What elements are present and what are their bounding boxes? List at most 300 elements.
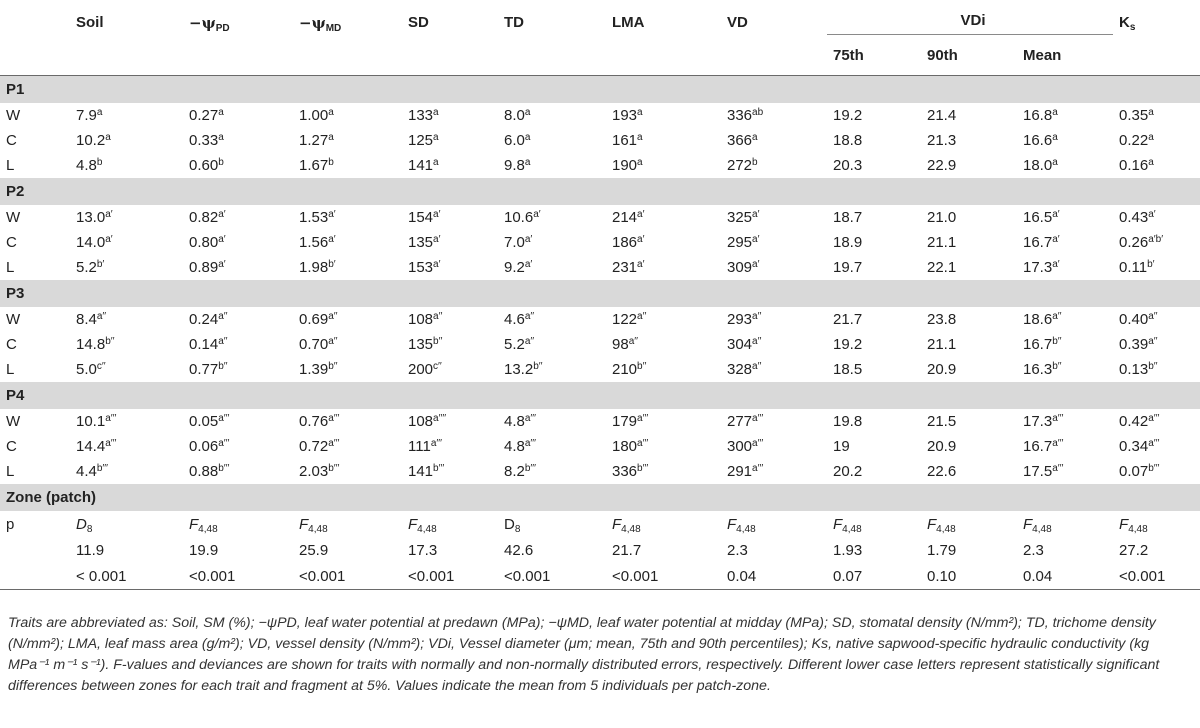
- cell-sd: [402, 230, 498, 255]
- cell-psimd-letter: a′′′: [328, 438, 340, 449]
- cell-td-letter: a′: [524, 259, 533, 270]
- cell-td-letter: b′′: [533, 361, 543, 372]
- cell-vd: [721, 409, 827, 434]
- cell-lma: [606, 230, 721, 255]
- cell-psimd-value: 1.98: [299, 259, 329, 276]
- cell-v75: [827, 153, 921, 178]
- cell-psimd-letter: a′′: [328, 311, 338, 322]
- section-row: [0, 484, 1200, 511]
- cell-td-letter: a′′′: [524, 438, 537, 449]
- cell-ks-value: 0.22: [1119, 132, 1149, 149]
- header-td: TD: [498, 6, 606, 76]
- cell-vmean-letter: b′′: [1052, 361, 1062, 372]
- cell-vd: [721, 459, 827, 484]
- cell-psimd-value: 0.69: [299, 311, 329, 328]
- cell-soil-value: 10.2: [76, 132, 106, 149]
- header-vdi: VDi: [827, 6, 1113, 35]
- stat-value: 25.9: [299, 541, 329, 559]
- cell-psimd-letter: b′′: [328, 361, 338, 372]
- section-label: Zone (patch): [0, 484, 1200, 511]
- cell-vmean-value: 16.7: [1023, 336, 1053, 353]
- section-label: P3: [0, 280, 1200, 307]
- section-row: [0, 178, 1200, 205]
- cell-lma-value: 336: [612, 463, 638, 480]
- cell-lma-letter: a′′′: [637, 413, 649, 424]
- cell-ks-value: 0.40: [1119, 311, 1149, 328]
- cell-lma-value: 231: [612, 259, 638, 276]
- cell-lma: [606, 103, 721, 128]
- cell-lma: [606, 459, 721, 484]
- cell-sd: [402, 332, 498, 357]
- cell-ks: [1113, 103, 1200, 128]
- stat-symbol: F: [1119, 515, 1129, 533]
- cell-ks-letter: b′′: [1148, 361, 1158, 372]
- cell-vd: [721, 307, 827, 332]
- cell-vmean-letter: a′′′: [1052, 463, 1064, 474]
- cell-v90: [921, 357, 1017, 382]
- cell-lma-value: 190: [612, 157, 638, 174]
- cell-sd-value: 125: [408, 132, 434, 149]
- cell-vd-letter: a′′′: [752, 438, 764, 449]
- cell-v90: [921, 230, 1017, 255]
- cell-psipd: [183, 409, 293, 434]
- zone-label: C: [6, 234, 17, 251]
- cell-ks-value: 0.42: [1119, 413, 1149, 430]
- cell-ks-value: 0.43: [1119, 209, 1149, 226]
- table-row: [0, 332, 1200, 357]
- cell-lma-letter: a′: [637, 209, 645, 220]
- cell-psipd-value: 0.77: [189, 361, 219, 378]
- blank-cell: [0, 563, 70, 590]
- cell-psimd-letter: a′: [328, 234, 336, 245]
- cell-vd: [721, 128, 827, 153]
- cell-vmean-letter: a: [1052, 107, 1058, 118]
- cell-soil-value: 5.2: [76, 259, 97, 276]
- section-label: P2: [0, 178, 1200, 205]
- cell-psipd: [183, 255, 293, 280]
- cell-sd-letter: a: [433, 107, 439, 118]
- cell-vmean-letter: a′′: [1052, 311, 1062, 322]
- stat-value: 42.6: [504, 541, 534, 559]
- cell-td: [498, 205, 606, 230]
- p-value: <0.001: [498, 563, 606, 590]
- table-row: [0, 230, 1200, 255]
- cell-lma-letter: a′′: [637, 311, 647, 322]
- cell-vd-letter: a: [752, 132, 758, 143]
- stat-df: 4,48: [736, 523, 756, 535]
- cell-sd-letter: a: [433, 157, 439, 168]
- cell-psimd: [293, 434, 402, 459]
- cell-sd-value: 154: [408, 209, 434, 226]
- cell-td: [498, 307, 606, 332]
- cell-soil-letter: a: [105, 132, 111, 143]
- cell-psimd-letter: a′′′: [328, 413, 340, 424]
- cell-vmean: [1017, 255, 1113, 280]
- zone-label: C: [6, 132, 17, 149]
- cell-vd: [721, 255, 827, 280]
- blank-cell: [0, 537, 70, 563]
- cell-td: [498, 103, 606, 128]
- zone-label: L: [6, 361, 15, 378]
- stat-df: 4,48: [1032, 523, 1052, 535]
- cell-psipd-value: 0.05: [189, 413, 219, 430]
- cell-td-value: 7.0: [504, 234, 525, 251]
- cell-psimd-value: 0.72: [299, 438, 329, 455]
- cell-td-letter: a′′′: [524, 413, 537, 424]
- cell-psipd: [183, 205, 293, 230]
- cell-soil-value: 8.4: [76, 311, 97, 328]
- stat-symbol: F: [612, 515, 622, 533]
- table-row: [0, 409, 1200, 434]
- cell-sd-value: 153: [408, 259, 434, 276]
- cell-soil: [70, 459, 183, 484]
- cell-lma-value: 179: [612, 413, 638, 430]
- cell-lma-value: 193: [612, 107, 638, 124]
- cell-psipd-letter: a′: [218, 234, 226, 245]
- cell-td-letter: a: [524, 157, 531, 168]
- p-value: 0.04: [721, 563, 827, 590]
- cell-ks-letter: a′′: [1148, 311, 1158, 322]
- table-row: [0, 103, 1200, 128]
- stat-symbol: F: [299, 515, 309, 533]
- cell-td-letter: a: [524, 132, 531, 143]
- cell-psimd: [293, 409, 402, 434]
- cell-psipd-letter: a′′: [218, 311, 228, 322]
- cell-vd-value: 328: [727, 361, 753, 378]
- cell-vd-letter: a′: [752, 209, 760, 220]
- cell-v75: [827, 230, 921, 255]
- cell-vmean: [1017, 128, 1113, 153]
- cell-psimd: [293, 307, 402, 332]
- cell-soil: [70, 153, 183, 178]
- cell-v75-value: 19.2: [833, 107, 863, 124]
- cell-v90-value: 20.9: [927, 438, 957, 455]
- cell-psimd-letter: a: [328, 107, 334, 118]
- cell-v75: [827, 357, 921, 382]
- cell-soil-letter: a′′′: [105, 413, 117, 424]
- section-row: [0, 382, 1200, 409]
- p-value: <0.001: [1113, 563, 1200, 590]
- stat-df: 4,48: [198, 523, 218, 535]
- cell-soil: [70, 128, 183, 153]
- stat-symbol: F: [727, 515, 737, 533]
- cell-td: [498, 409, 606, 434]
- cell-v90: [921, 459, 1017, 484]
- cell-soil-letter: a: [96, 107, 103, 118]
- cell-psipd: [183, 103, 293, 128]
- stat-value: 17.3: [408, 541, 438, 559]
- zone-label: C: [6, 336, 17, 353]
- cell-v75: [827, 409, 921, 434]
- cell-psipd-letter: a′: [218, 209, 226, 220]
- header-soil: Soil: [70, 6, 183, 76]
- cell-psimd-letter: b′′′: [328, 463, 340, 474]
- zone-label: W: [6, 107, 21, 124]
- cell-psipd-letter: b′′: [218, 361, 228, 372]
- cell-vd-value: 336: [727, 107, 753, 124]
- cell-sd-value: 111: [408, 438, 431, 455]
- cell-v75-value: 18.5: [833, 361, 863, 378]
- table-row: [0, 459, 1200, 484]
- cell-sd-letter: a′′′: [430, 438, 442, 449]
- cell-soil-value: 14.0: [76, 234, 106, 251]
- cell-psimd-letter: a: [328, 132, 334, 143]
- cell-v75: [827, 205, 921, 230]
- table-row: [0, 128, 1200, 153]
- header-blank: [0, 6, 70, 76]
- cell-ks: [1113, 357, 1200, 382]
- cell-vd-value: 293: [727, 311, 753, 328]
- cell-sd-letter: b′′: [433, 336, 443, 347]
- cell-sd-letter: a′: [433, 234, 441, 245]
- table-body: [0, 76, 1200, 590]
- cell-lma-letter: a′: [637, 259, 645, 270]
- section-label: P4: [0, 382, 1200, 409]
- cell-soil-letter: c′′: [96, 361, 106, 372]
- cell-v90: [921, 205, 1017, 230]
- stat-df: 8: [514, 523, 521, 535]
- cell-ks: [1113, 307, 1200, 332]
- stat-test: [498, 511, 606, 537]
- cell-psimd: [293, 153, 402, 178]
- section-row: [0, 280, 1200, 307]
- cell-psipd-value: 0.89: [189, 259, 219, 276]
- cell-psipd-letter: a: [218, 107, 224, 118]
- cell-v75: [827, 307, 921, 332]
- cell-vmean-value: 16.6: [1023, 132, 1053, 149]
- cell-vmean-letter: b′′: [1052, 336, 1062, 347]
- cell-td-value: 8.2: [504, 463, 525, 480]
- cell-ks-letter: a: [1148, 157, 1154, 168]
- cell-psipd: [183, 230, 293, 255]
- cell-soil: [70, 357, 183, 382]
- cell-vd: [721, 103, 827, 128]
- cell-vd: [721, 205, 827, 230]
- cell-soil-value: 4.8: [76, 157, 97, 174]
- stat-df: 4,48: [417, 523, 437, 535]
- cell-psipd-value: 0.82: [189, 209, 219, 226]
- cell-sd: [402, 357, 498, 382]
- cell-lma-value: 161: [612, 132, 638, 149]
- cell-v90: [921, 434, 1017, 459]
- cell-vd-letter: a′′: [752, 361, 762, 372]
- cell-psimd-value: 2.03: [299, 463, 329, 480]
- cell-v75-value: 19.8: [833, 413, 863, 430]
- cell-vd-letter: a′′′: [752, 463, 764, 474]
- cell-vd-letter: ab: [752, 107, 764, 118]
- stat-test: [721, 511, 827, 537]
- cell-td: [498, 153, 606, 178]
- cell-sd-letter: c′′: [433, 361, 442, 372]
- p-label: p: [6, 515, 15, 533]
- cell-ks-value: 0.11: [1119, 259, 1148, 276]
- cell-v90-value: 20.9: [927, 361, 957, 378]
- cell-td-value: 8.0: [504, 107, 525, 124]
- cell-soil-value: 10.1: [76, 413, 106, 430]
- cell-lma: [606, 255, 721, 280]
- p-value: <0.001: [293, 563, 402, 590]
- cell-vmean: [1017, 357, 1113, 382]
- p-value: 0.10: [921, 563, 1017, 590]
- stat-value: 27.2: [1119, 541, 1149, 559]
- cell-vmean: [1017, 205, 1113, 230]
- cell-vmean-letter: a′: [1052, 234, 1060, 245]
- cell-lma-letter: b′′: [637, 361, 647, 372]
- stat-df: 8: [86, 523, 93, 535]
- stat-df: 4,48: [842, 523, 862, 535]
- cell-vd-value: 304: [727, 336, 753, 353]
- cell-vd-value: 300: [727, 438, 753, 455]
- cell-lma: [606, 332, 721, 357]
- cell-ks-letter: b′: [1147, 259, 1155, 270]
- cell-v75-value: 19.7: [833, 259, 863, 276]
- cell-sd-value: 141: [408, 463, 434, 480]
- cell-td-value: 9.8: [504, 157, 525, 174]
- stat-value: 1.79: [927, 541, 957, 559]
- cell-soil: [70, 307, 183, 332]
- cell-soil: [70, 255, 183, 280]
- section-row: [0, 76, 1200, 104]
- table-row: [0, 205, 1200, 230]
- stat-symbol: F: [1023, 515, 1033, 533]
- cell-vd: [721, 332, 827, 357]
- cell-vd: [721, 357, 827, 382]
- cell-soil: [70, 332, 183, 357]
- stat-df: 4,48: [936, 523, 956, 535]
- cell-vmean-value: 17.3: [1023, 259, 1053, 276]
- cell-td-letter: a′: [524, 234, 533, 245]
- cell-psimd-value: 1.67: [299, 157, 329, 174]
- cell-ks: [1113, 409, 1200, 434]
- cell-psimd: [293, 357, 402, 382]
- cell-lma-value: 98: [612, 336, 629, 353]
- stat-value: 2.3: [1023, 541, 1044, 559]
- cell-v90-value: 21.3: [927, 132, 957, 149]
- cell-sd-letter: a′: [433, 259, 441, 270]
- cell-ks: [1113, 128, 1200, 153]
- cell-ks: [1113, 459, 1200, 484]
- header-vdi-90th: 90th: [921, 35, 1017, 76]
- cell-sd-value: 133: [408, 107, 434, 124]
- cell-sd-letter: a: [433, 132, 439, 143]
- cell-vd-letter: a′: [752, 259, 760, 270]
- p-value: <0.001: [183, 563, 293, 590]
- cell-ks-letter: b′′′: [1148, 463, 1160, 474]
- cell-ks-value: 0.26: [1119, 234, 1149, 251]
- cell-soil-letter: a′: [105, 209, 113, 220]
- stat-symbol: D: [504, 515, 515, 533]
- cell-sd-letter: a′′′′: [433, 413, 447, 424]
- cell-td: [498, 230, 606, 255]
- stat-test: [70, 511, 183, 537]
- cell-lma-value: 210: [612, 361, 638, 378]
- p-value-row: [0, 563, 1200, 590]
- cell-v90: [921, 128, 1017, 153]
- stat-df: 4,48: [308, 523, 328, 535]
- cell-lma: [606, 153, 721, 178]
- cell-ks: [1113, 205, 1200, 230]
- cell-psipd-letter: a′′: [218, 336, 228, 347]
- cell-sd: [402, 255, 498, 280]
- cell-ks-value: 0.35: [1119, 107, 1149, 124]
- cell-v90: [921, 103, 1017, 128]
- cell-psimd-letter: a′: [328, 209, 336, 220]
- header-psi-pd: $-\psi_{PD}$: [183, 6, 293, 76]
- header-vdi-75th: 75th: [827, 35, 921, 76]
- cell-lma-value: 214: [612, 209, 638, 226]
- stat-test: [827, 511, 921, 537]
- cell-lma: [606, 128, 721, 153]
- zone-label: C: [6, 438, 17, 455]
- cell-psipd: [183, 459, 293, 484]
- cell-soil-letter: a′: [105, 234, 113, 245]
- cell-vd-value: 309: [727, 259, 753, 276]
- cell-vmean: [1017, 459, 1113, 484]
- cell-td: [498, 434, 606, 459]
- stat-symbol: F: [189, 515, 199, 533]
- cell-ks-value: 0.34: [1119, 438, 1149, 455]
- cell-sd-value: 108: [408, 311, 434, 328]
- cell-v90-value: 21.4: [927, 107, 957, 124]
- cell-lma-letter: a: [637, 157, 643, 168]
- stat-value-row: [0, 537, 1200, 563]
- cell-lma-letter: b′′′: [637, 463, 649, 474]
- zone-label: L: [6, 463, 15, 480]
- cell-lma: [606, 409, 721, 434]
- cell-vmean: [1017, 230, 1113, 255]
- stat-df: 4,48: [621, 523, 641, 535]
- cell-psimd-letter: b: [328, 157, 334, 168]
- cell-td-value: 4.8: [504, 413, 525, 430]
- stat-test: [921, 511, 1017, 537]
- cell-lma-letter: a: [637, 132, 643, 143]
- stat-df: 4,48: [1128, 523, 1148, 535]
- cell-v75: [827, 103, 921, 128]
- table-row: [0, 357, 1200, 382]
- cell-lma-letter: a′′′: [637, 438, 649, 449]
- cell-sd: [402, 205, 498, 230]
- cell-psipd: [183, 153, 293, 178]
- cell-vd-letter: a′′′: [752, 413, 764, 424]
- cell-td-value: 9.2: [504, 259, 525, 276]
- cell-lma: [606, 357, 721, 382]
- cell-vmean-value: 16.7: [1023, 234, 1053, 251]
- cell-td: [498, 255, 606, 280]
- cell-td: [498, 459, 606, 484]
- cell-psipd-letter: a′: [218, 259, 226, 270]
- cell-vd-letter: a′′: [752, 336, 762, 347]
- cell-vd-letter: b: [752, 157, 758, 168]
- cell-psimd: [293, 103, 402, 128]
- cell-vmean-value: 16.5: [1023, 209, 1053, 226]
- cell-vmean-letter: a′: [1052, 259, 1060, 270]
- cell-td-letter: a′′: [524, 336, 535, 347]
- cell-vmean-letter: a: [1052, 157, 1058, 168]
- cell-v75-value: 19: [833, 438, 850, 455]
- cell-v75: [827, 255, 921, 280]
- cell-sd-value: 135: [408, 234, 434, 251]
- stat-test: [183, 511, 293, 537]
- cell-vd-value: 277: [727, 413, 753, 430]
- header-ks: $K_s$: [1113, 6, 1200, 76]
- cell-soil-letter: a′′: [96, 311, 107, 322]
- cell-lma: [606, 434, 721, 459]
- cell-vmean: [1017, 153, 1113, 178]
- cell-v75-value: 18.7: [833, 209, 863, 226]
- cell-psipd-value: 0.27: [189, 107, 219, 124]
- cell-soil-letter: a′′′: [105, 438, 117, 449]
- cell-v75: [827, 434, 921, 459]
